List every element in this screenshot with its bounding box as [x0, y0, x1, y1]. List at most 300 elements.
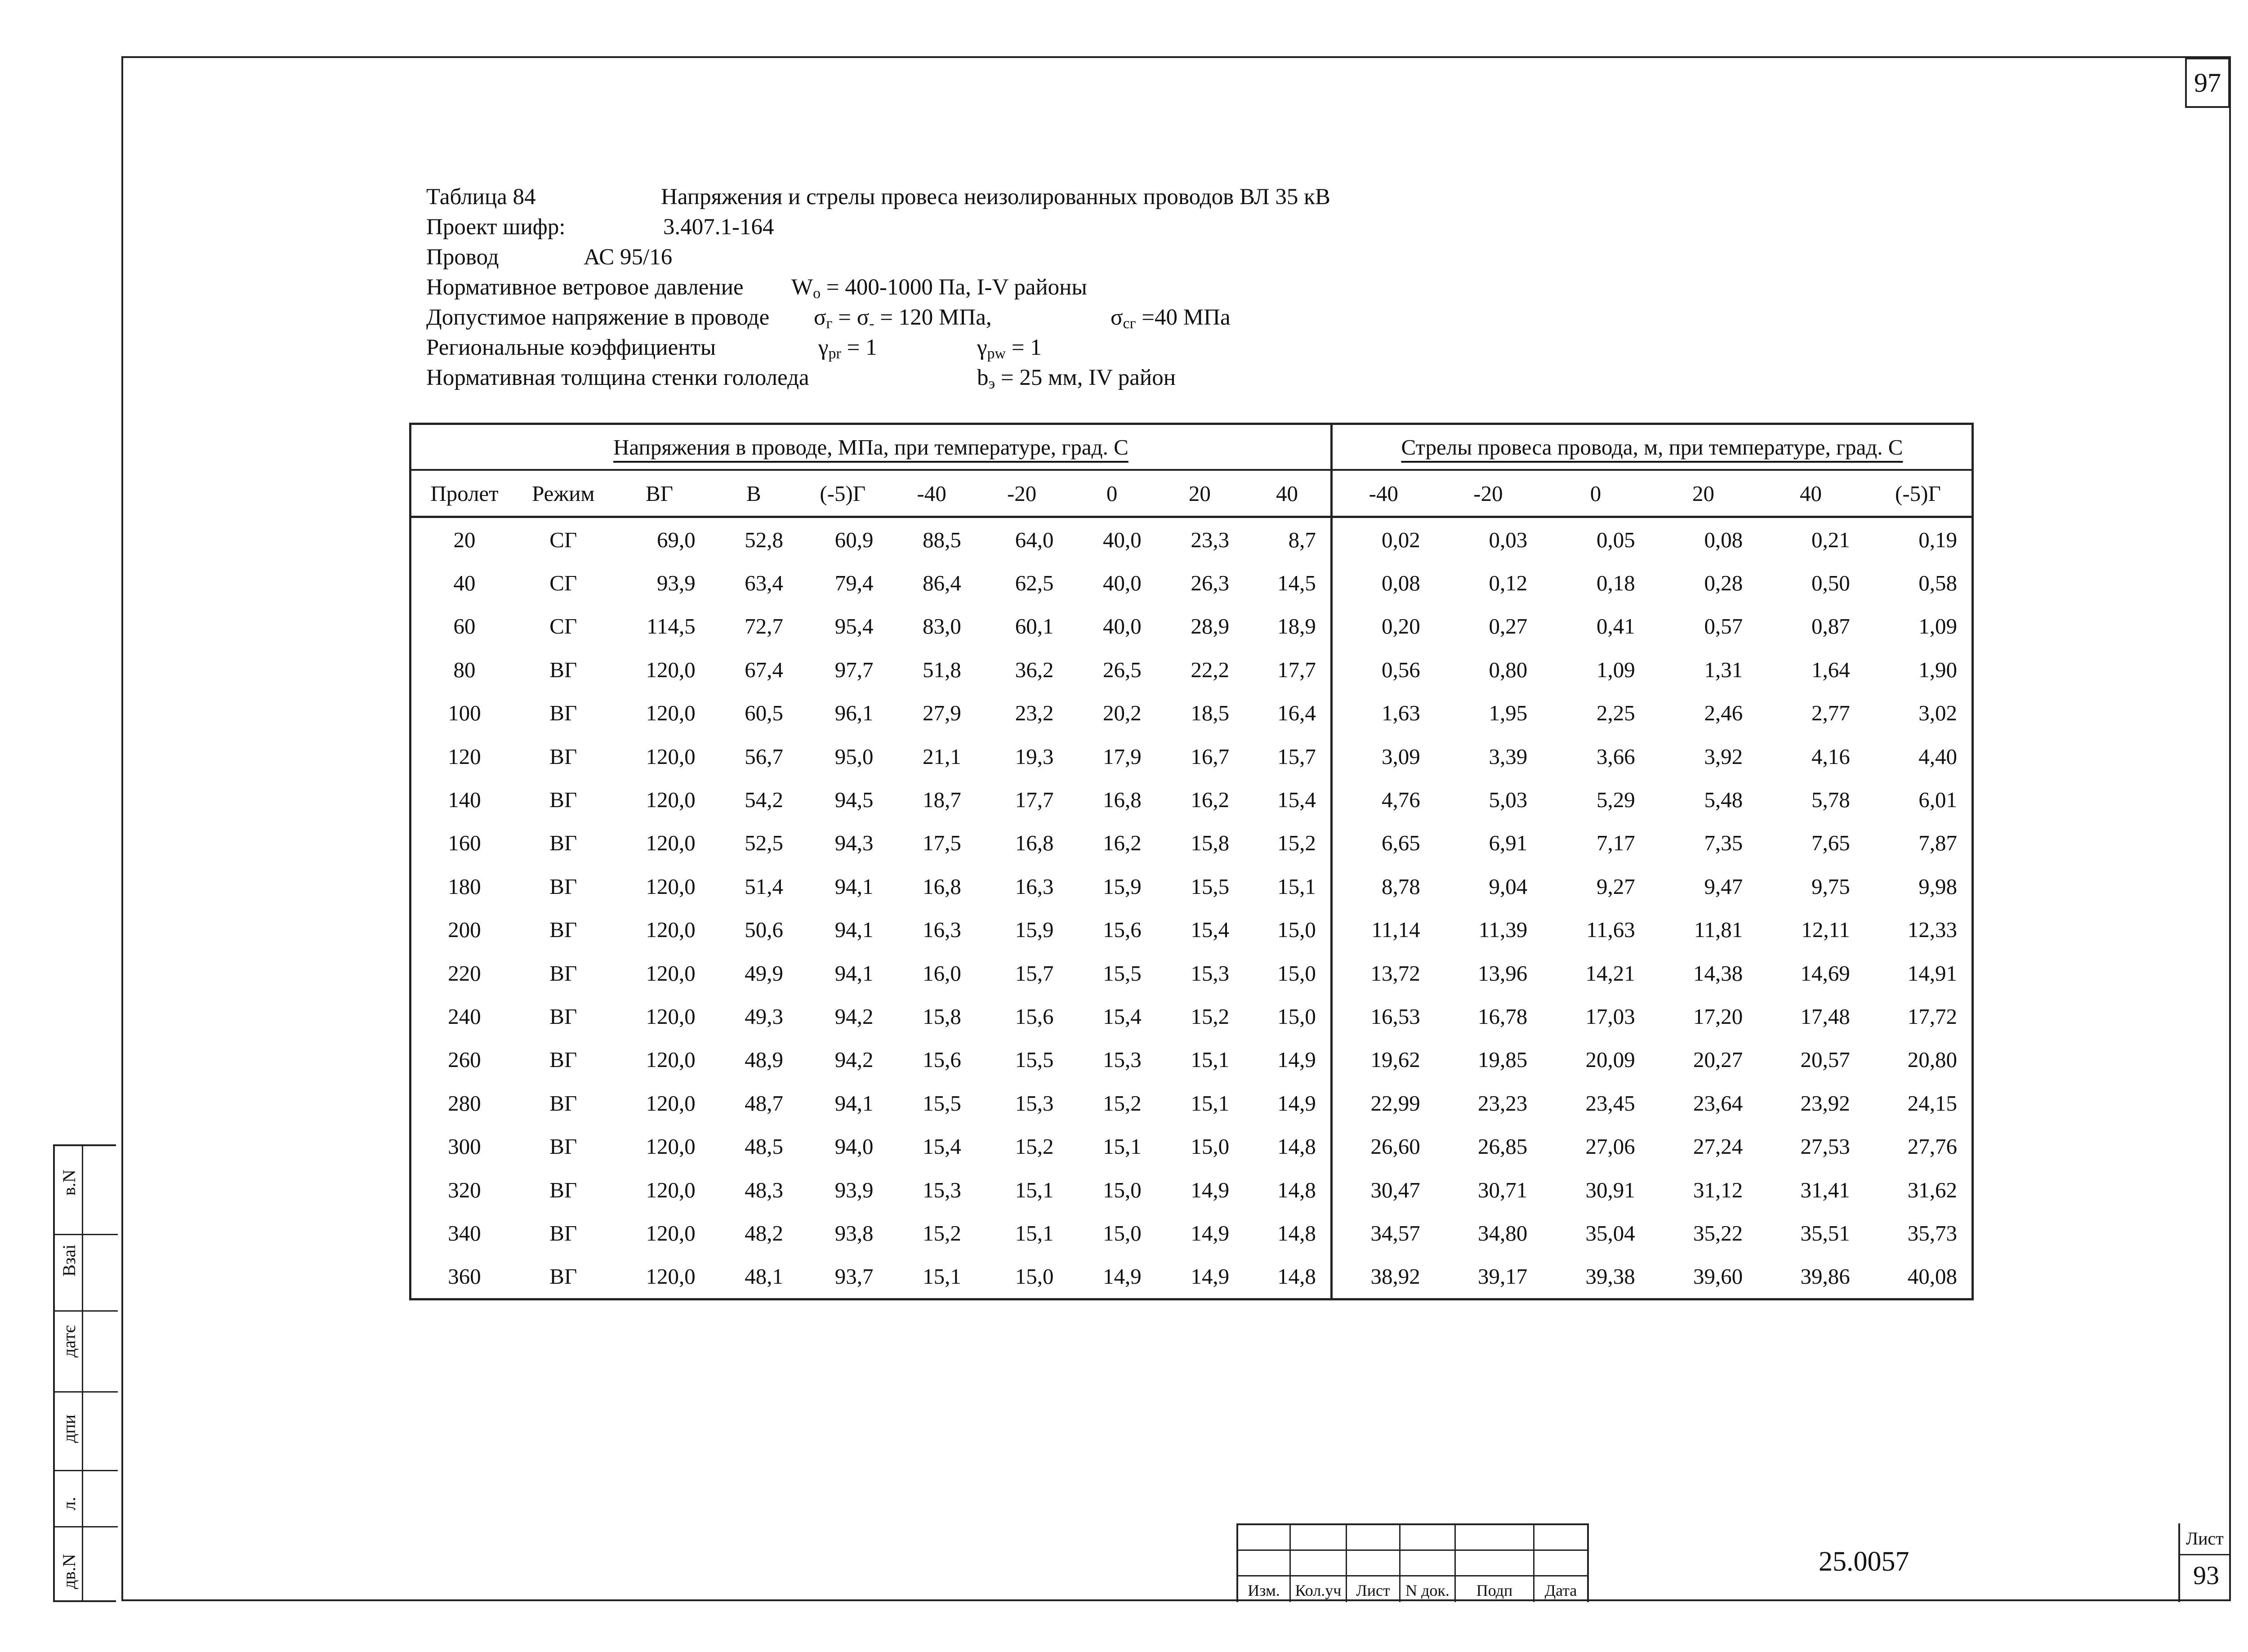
- table-cell: 1,09: [1596, 657, 1635, 682]
- table-cell: 15,8: [1191, 830, 1230, 856]
- table-cell: 95,0: [834, 744, 874, 769]
- table-cell: 7,87: [1918, 830, 1957, 856]
- table-cell: 9,98: [1918, 874, 1957, 899]
- column-header: (-5)Г: [798, 470, 888, 517]
- table-title: Напряжения и стрелы провеса неизолированных проводов ВЛ 35 кВ: [661, 184, 1330, 210]
- table-cell: 49,9: [745, 960, 784, 986]
- column-header: -20: [1435, 470, 1542, 517]
- coef-label: Региональные коэффициенты: [426, 335, 716, 360]
- table-cell: 23,2: [1015, 701, 1054, 726]
- table-cell: 280: [448, 1090, 481, 1116]
- table-cell: 120,0: [646, 1220, 696, 1246]
- sheet-label: Лист: [2186, 1528, 2224, 1549]
- table-cell: 15,2: [1244, 822, 1331, 865]
- table-cell: 40: [453, 571, 476, 596]
- table-cell: 15,9: [1103, 874, 1142, 899]
- table-cell: 93,7: [834, 1264, 874, 1289]
- table-cell: 9,47: [1704, 874, 1743, 899]
- table-cell: 14,21: [1585, 960, 1635, 986]
- table-body: [410, 517, 1973, 1299]
- table-cell: 31,41: [1800, 1177, 1850, 1202]
- column-header: ВГ: [609, 470, 710, 517]
- table-cell: 17,72: [1907, 1004, 1957, 1029]
- table-cell: 38,92: [1370, 1264, 1420, 1289]
- table-cell: 16,3: [923, 917, 961, 942]
- stamp-label-izm: Изм.: [1248, 1581, 1280, 1599]
- table-cell: 94,2: [834, 1047, 874, 1072]
- table-cell: 9,27: [1596, 874, 1635, 899]
- table-cell: ВГ: [549, 744, 577, 769]
- table-cell: 14,8: [1244, 1168, 1331, 1211]
- table-cell: 14,9: [1244, 1081, 1331, 1125]
- sheet-number: 93: [2193, 1561, 2219, 1590]
- table-cell: 300: [448, 1134, 481, 1159]
- table-cell: 16,2: [1191, 787, 1230, 813]
- column-header: Режим: [517, 470, 609, 517]
- table-cell: 200: [448, 917, 481, 942]
- table-cell: 35,04: [1585, 1220, 1635, 1246]
- table-cell: 15,0: [1103, 1177, 1142, 1202]
- table-cell: 15,1: [1191, 1047, 1230, 1072]
- table-cell: 15,1: [1015, 1177, 1054, 1202]
- table-cell: 95,4: [834, 614, 874, 639]
- table-cell: 60,5: [745, 701, 784, 726]
- table-cell: 50,6: [745, 917, 784, 942]
- table-cell: 17,9: [1103, 744, 1142, 769]
- table-row: [410, 1168, 1973, 1211]
- table-cell: 14,9: [1244, 1038, 1331, 1081]
- table-cell: 34,57: [1370, 1220, 1420, 1246]
- table-cell: 4,76: [1381, 787, 1420, 813]
- table-cell: 140: [448, 787, 481, 813]
- table-cell: 20,09: [1585, 1047, 1635, 1072]
- table-cell: 16,8: [1103, 787, 1142, 813]
- table-cell: 26,85: [1477, 1134, 1528, 1159]
- table-cell: 15,3: [1015, 1090, 1054, 1116]
- table-cell: 2,77: [1811, 701, 1850, 726]
- table-cell: 15,0: [1191, 1134, 1230, 1159]
- wire-label: Провод: [426, 245, 499, 270]
- table-cell: 26,5: [1103, 657, 1142, 682]
- table-cell: 16,3: [1015, 874, 1054, 899]
- table-cell: 94,2: [834, 1004, 874, 1029]
- stress2-value: $\sigma_{сг} =40$ МПа: [1111, 305, 1231, 332]
- table-cell: ВГ: [549, 1220, 577, 1246]
- table-cell: 0,20: [1381, 614, 1420, 639]
- table-cell: 120,0: [646, 1090, 696, 1116]
- table-cell: 3,92: [1704, 744, 1743, 769]
- table-cell: 17,7: [1015, 787, 1054, 813]
- table-cell: 0,56: [1381, 657, 1420, 682]
- table-cell: 16,8: [1015, 830, 1054, 856]
- table-row: [410, 1125, 1973, 1168]
- table-cell: 15,4: [923, 1134, 961, 1159]
- table-column-header-row: [410, 470, 1973, 517]
- coef1-value: $\gamma_{pr} = 1$: [818, 335, 877, 362]
- group-stress-header: Напряжения в проводе, МПа, при температуре, град. С: [410, 424, 1332, 470]
- table-cell: 26,60: [1370, 1134, 1420, 1159]
- table-cell: 20,2: [1103, 701, 1142, 726]
- table-cell: 17,03: [1585, 1004, 1635, 1029]
- table-cell: 220: [448, 960, 481, 986]
- table-cell: 120,0: [646, 1134, 696, 1159]
- table-cell: 93,9: [834, 1177, 874, 1202]
- table-cell: 23,92: [1800, 1090, 1850, 1116]
- table-cell: 23,45: [1585, 1090, 1635, 1116]
- table-cell: ВГ: [549, 1047, 577, 1072]
- table-cell: 360: [448, 1264, 481, 1289]
- table-cell: 17,48: [1800, 1004, 1850, 1029]
- table-cell: ВГ: [549, 1090, 577, 1116]
- table-cell: 12,11: [1801, 917, 1850, 942]
- column-header: 20: [1650, 470, 1757, 517]
- table-cell: 27,06: [1585, 1134, 1635, 1159]
- table-cell: 18,9: [1244, 605, 1331, 648]
- table-cell: 14,91: [1907, 960, 1957, 986]
- table-cell: 97,7: [834, 657, 874, 682]
- table-cell: 8,78: [1381, 874, 1420, 899]
- table-cell: 16,7: [1191, 744, 1230, 769]
- wire-value: АС 95/16: [584, 245, 673, 270]
- table-row: [410, 648, 1973, 691]
- table-cell: 15,7: [1244, 735, 1331, 778]
- table-cell: ВГ: [549, 787, 577, 813]
- table-cell: 14,38: [1693, 960, 1743, 986]
- table-cell: 15,5: [1015, 1047, 1054, 1072]
- table-cell: 48,2: [745, 1220, 784, 1246]
- table-cell: 14,8: [1244, 1255, 1331, 1299]
- table-cell: 100: [448, 701, 481, 726]
- table-cell: 93,9: [656, 571, 696, 596]
- wind-label: Нормативное ветровое давление: [426, 275, 744, 300]
- table-cell: 15,0: [1015, 1264, 1054, 1289]
- table-row: [410, 1211, 1973, 1255]
- table-cell: ВГ: [549, 830, 577, 856]
- table-row: [410, 517, 1973, 562]
- table-cell: 15,5: [923, 1090, 961, 1116]
- table-cell: 94,1: [834, 1090, 874, 1116]
- table-cell: 1,64: [1811, 657, 1850, 682]
- table-cell: 60,1: [1015, 614, 1054, 639]
- table-cell: 16,4: [1244, 692, 1331, 735]
- stress-label: Допустимое напряжение в проводе: [426, 305, 770, 330]
- table-cell: 0,57: [1704, 614, 1743, 639]
- table-cell: 14,69: [1800, 960, 1850, 986]
- table-cell: 114,5: [647, 614, 696, 639]
- column-header: -40: [888, 470, 976, 517]
- table-cell: 15,2: [1191, 1004, 1230, 1029]
- ice-label: Нормативная толщина стенки гололеда: [426, 365, 809, 390]
- table-cell: 31,12: [1693, 1177, 1743, 1202]
- table-cell: 63,4: [745, 571, 784, 596]
- table-cell: 0,27: [1489, 614, 1528, 639]
- table-cell: 15,3: [1103, 1047, 1142, 1072]
- table-cell: ВГ: [549, 657, 577, 682]
- table-cell: 120,0: [646, 744, 696, 769]
- column-header: В: [710, 470, 798, 517]
- table-cell: 120,0: [646, 701, 696, 726]
- table-cell: 15,3: [923, 1177, 961, 1202]
- table-label: Таблица 84: [426, 184, 536, 210]
- side-label-vzam: Взаі: [59, 1244, 79, 1277]
- table-cell: ВГ: [549, 701, 577, 726]
- table-cell: 93,8: [834, 1220, 874, 1246]
- table-cell: 67,4: [745, 657, 784, 682]
- table-cell: 35,73: [1907, 1220, 1957, 1246]
- table-cell: СГ: [549, 571, 577, 596]
- table-row: [410, 778, 1973, 821]
- table-cell: 39,38: [1585, 1264, 1635, 1289]
- side-label-inv: в.N: [59, 1170, 79, 1196]
- table-cell: 20,80: [1907, 1047, 1957, 1072]
- table-cell: 120,0: [646, 657, 696, 682]
- table-cell: 1,09: [1918, 614, 1957, 639]
- table-cell: 79,4: [834, 571, 874, 596]
- table-cell: 15,2: [1103, 1090, 1142, 1116]
- table-cell: 15,5: [1191, 874, 1230, 899]
- table-cell: 11,39: [1478, 917, 1528, 942]
- table-cell: 15,2: [923, 1220, 961, 1246]
- table-cell: ВГ: [549, 1004, 577, 1029]
- table-cell: 120,0: [646, 917, 696, 942]
- table-cell: 28,9: [1191, 614, 1230, 639]
- table-cell: 13,96: [1477, 960, 1528, 986]
- side-strip: [53, 1144, 116, 1602]
- table-cell: 8,7: [1244, 517, 1331, 562]
- table-cell: 0,19: [1918, 527, 1957, 552]
- table-cell: 94,0: [834, 1134, 874, 1159]
- table-cell: 15,2: [1015, 1134, 1054, 1159]
- table-cell: 3,09: [1381, 744, 1420, 769]
- title-block: [1236, 1523, 2231, 1602]
- table-cell: 1,31: [1704, 657, 1743, 682]
- table-cell: 11,14: [1371, 917, 1420, 942]
- table-cell: 48,5: [745, 1134, 784, 1159]
- table-cell: ВГ: [549, 917, 577, 942]
- column-header: 40: [1757, 470, 1864, 517]
- stamp-label-list: Лист: [1356, 1581, 1390, 1599]
- table-cell: 14,9: [1191, 1220, 1230, 1246]
- table-cell: 14,8: [1244, 1125, 1331, 1168]
- table-cell: 20,27: [1693, 1047, 1743, 1072]
- table-row: [410, 605, 1973, 648]
- table-cell: 94,5: [834, 787, 874, 813]
- table-cell: 1,90: [1918, 657, 1957, 682]
- table-cell: 9,75: [1811, 874, 1850, 899]
- table-cell: 27,53: [1800, 1134, 1850, 1159]
- table-cell: 15,6: [1103, 917, 1142, 942]
- table-cell: 5,78: [1811, 787, 1850, 813]
- table-cell: ВГ: [549, 1177, 577, 1202]
- table-cell: 27,24: [1693, 1134, 1743, 1159]
- table-row: [410, 865, 1973, 908]
- table-cell: 15,5: [1103, 960, 1142, 986]
- table-cell: 3,02: [1918, 701, 1957, 726]
- side-label-podp: дпи: [59, 1414, 79, 1443]
- table-cell: 15,1: [923, 1264, 961, 1289]
- table-row: [410, 1255, 1973, 1299]
- table-cell: СГ: [549, 614, 577, 639]
- table-cell: 0,87: [1811, 614, 1850, 639]
- table-cell: 14,8: [1244, 1211, 1331, 1255]
- table-cell: 5,48: [1704, 787, 1743, 813]
- table-cell: 19,62: [1370, 1047, 1420, 1072]
- table-cell: 48,7: [745, 1090, 784, 1116]
- column-header: -20: [976, 470, 1068, 517]
- table-cell: 240: [448, 1004, 481, 1029]
- table-cell: 120,0: [646, 830, 696, 856]
- table-cell: 17,5: [923, 830, 961, 856]
- table-cell: 17,20: [1693, 1004, 1743, 1029]
- table-cell: 14,9: [1103, 1264, 1142, 1289]
- table-cell: 15,0: [1103, 1220, 1142, 1246]
- table-cell: 56,7: [745, 744, 784, 769]
- table-cell: 320: [448, 1177, 481, 1202]
- table-cell: 22,2: [1191, 657, 1230, 682]
- table-cell: 80: [453, 657, 476, 682]
- table-cell: 5,03: [1489, 787, 1528, 813]
- table-cell: 15,1: [1103, 1134, 1142, 1159]
- table-cell: 60,9: [834, 527, 874, 552]
- table-cell: 15,7: [1015, 960, 1054, 986]
- table-cell: 40,0: [1103, 527, 1142, 552]
- table-cell: 62,5: [1015, 571, 1054, 596]
- table-cell: 88,5: [923, 527, 961, 552]
- table-cell: 5,29: [1596, 787, 1635, 813]
- table-cell: 51,4: [745, 874, 784, 899]
- table-cell: 21,1: [923, 744, 961, 769]
- stamp-label-kol: Кол.уч: [1295, 1581, 1342, 1599]
- table-cell: 15,0: [1244, 995, 1331, 1038]
- table-cell: 7,17: [1596, 830, 1635, 856]
- table-cell: 13,72: [1370, 960, 1420, 986]
- table-cell: 0,21: [1811, 527, 1850, 552]
- stress-value: $\sigma_г = \sigma_- = 120$ МПа,: [814, 305, 992, 332]
- table-cell: 0,41: [1596, 614, 1635, 639]
- coef2-value: $\gamma_{pw} = 1$: [977, 335, 1042, 362]
- table-cell: 2,46: [1704, 701, 1743, 726]
- table-row: [410, 1038, 1973, 1081]
- table-cell: 0,03: [1489, 527, 1528, 552]
- table-cell: 40,0: [1103, 614, 1142, 639]
- table-cell: 15,0: [1244, 951, 1331, 995]
- table-cell: 1,95: [1489, 701, 1528, 726]
- column-header: (-5)Г: [1864, 470, 1973, 517]
- table-cell: 16,0: [923, 960, 961, 986]
- table-cell: 19,85: [1477, 1047, 1528, 1072]
- table-cell: 24,15: [1907, 1090, 1957, 1116]
- table-cell: 16,8: [923, 874, 961, 899]
- table-cell: 120,0: [646, 1264, 696, 1289]
- table-cell: ВГ: [549, 960, 577, 986]
- table-cell: 23,3: [1191, 527, 1230, 552]
- table-cell: 40,08: [1907, 1264, 1957, 1289]
- table-cell: 0,18: [1596, 571, 1635, 596]
- table-cell: 160: [448, 830, 481, 856]
- table-cell: 0,08: [1381, 571, 1420, 596]
- table-cell: 120,0: [646, 787, 696, 813]
- table-cell: 18,7: [923, 787, 961, 813]
- table-cell: 15,9: [1015, 917, 1054, 942]
- table-cell: 120,0: [646, 960, 696, 986]
- table-cell: 120: [448, 744, 481, 769]
- project-value: 3.407.1-164: [663, 214, 774, 240]
- table-cell: 4,16: [1811, 744, 1850, 769]
- table-cell: 1,63: [1381, 701, 1420, 726]
- table-cell: 17,7: [1244, 648, 1331, 691]
- table-cell: ВГ: [549, 874, 577, 899]
- table-cell: 120,0: [646, 1177, 696, 1202]
- table-cell: 64,0: [1015, 527, 1054, 552]
- table-cell: 180: [448, 874, 481, 899]
- table-cell: СГ: [549, 527, 577, 552]
- table-row: [410, 1081, 1973, 1125]
- table-cell: 14,9: [1191, 1177, 1230, 1202]
- table-cell: 19,3: [1015, 744, 1054, 769]
- table-cell: 4,40: [1918, 744, 1957, 769]
- table-cell: 15,1: [1191, 1090, 1230, 1116]
- table-cell: 3,66: [1596, 744, 1635, 769]
- table-cell: 94,1: [834, 874, 874, 899]
- table-row: [410, 561, 1973, 604]
- table-cell: 18,5: [1191, 701, 1230, 726]
- table-cell: 72,7: [745, 614, 784, 639]
- table-cell: 30,91: [1585, 1177, 1635, 1202]
- stamp-label-ndok: N док.: [1405, 1581, 1450, 1599]
- table-row: [410, 951, 1973, 995]
- table-cell: 35,51: [1800, 1220, 1850, 1246]
- table-cell: 48,9: [745, 1047, 784, 1072]
- table-row: [410, 822, 1973, 865]
- table-cell: 6,65: [1381, 830, 1420, 856]
- table-cell: 15,1: [1015, 1220, 1054, 1246]
- column-header: Пролет: [410, 470, 518, 517]
- column-header: -40: [1331, 470, 1434, 517]
- table-cell: 16,2: [1103, 830, 1142, 856]
- table-cell: 52,8: [745, 527, 784, 552]
- table-cell: 49,3: [745, 1004, 784, 1029]
- table-cell: 48,1: [745, 1264, 784, 1289]
- table-cell: 0,50: [1811, 571, 1850, 596]
- table-cell: 52,5: [745, 830, 784, 856]
- table-cell: 11,63: [1586, 917, 1635, 942]
- table-cell: 86,4: [923, 571, 961, 596]
- table-cell: 54,2: [745, 787, 784, 813]
- table-cell: 34,80: [1477, 1220, 1528, 1246]
- table-cell: 51,8: [923, 657, 961, 682]
- table-cell: 120,0: [646, 874, 696, 899]
- table-row: [410, 692, 1973, 735]
- table-cell: 15,1: [1244, 865, 1331, 908]
- table-cell: 0,05: [1596, 527, 1635, 552]
- table-cell: 15,4: [1191, 917, 1230, 942]
- stamp-label-data: Дата: [1544, 1581, 1577, 1599]
- table-cell: 20,57: [1800, 1047, 1850, 1072]
- table-cell: 7,35: [1704, 830, 1743, 856]
- table-cell: 15,6: [1015, 1004, 1054, 1029]
- table-cell: 15,6: [923, 1047, 961, 1072]
- table-cell: 27,9: [923, 701, 961, 726]
- table-cell: 30,71: [1477, 1177, 1528, 1202]
- table-cell: 27,76: [1907, 1134, 1957, 1159]
- table-cell: 39,60: [1693, 1264, 1743, 1289]
- table-cell: 15,3: [1191, 960, 1230, 986]
- table-cell: 0,02: [1381, 527, 1420, 552]
- table-group-header-row: [410, 424, 1973, 470]
- table-cell: 6,91: [1489, 830, 1528, 856]
- table-cell: 0,28: [1704, 571, 1743, 596]
- table-cell: 94,1: [834, 917, 874, 942]
